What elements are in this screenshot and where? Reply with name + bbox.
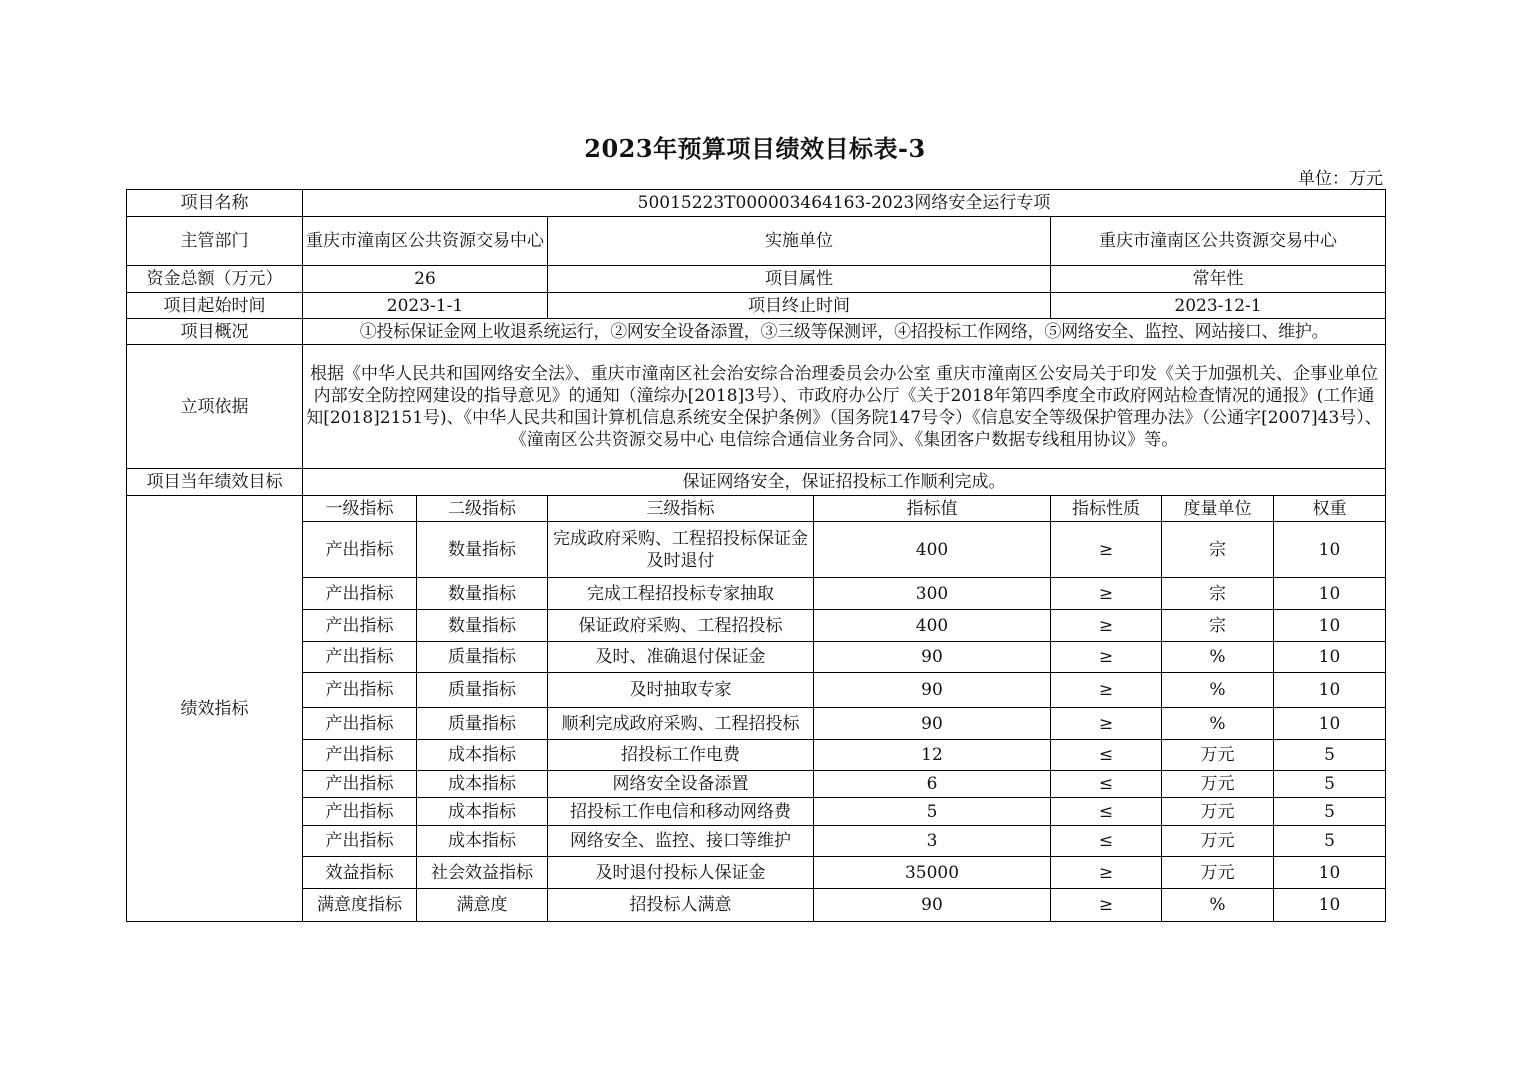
indicator-value: 300 [814,578,1051,610]
indicator-level2: 数量指标 [417,610,548,642]
indicator-row [127,522,1386,578]
label-overview: 项目概况 [127,319,303,345]
indicator-nature: ≤ [1051,798,1162,826]
indicator-level1: 产出指标 [303,642,417,673]
performance-target-table [126,189,1386,922]
indicator-level3: 完成政府采购、工程招投标保证金及时退付 [548,522,814,578]
indicator-nature: ≥ [1051,522,1162,578]
indicator-level2: 成本指标 [417,826,548,857]
value-end-time: 2023-12-1 [1051,293,1386,319]
label-annual-target: 项目当年绩效目标 [127,469,303,496]
label-start-time: 项目起始时间 [127,293,303,319]
indicator-weight: 5 [1274,798,1386,826]
indicator-unit: 万元 [1162,740,1274,771]
header-level1: 一级指标 [303,496,417,522]
label-project-name: 项目名称 [127,190,303,217]
row-overview [127,319,1386,345]
indicator-level3: 网络安全设备添置 [548,771,814,798]
indicator-level1: 产出指标 [303,798,417,826]
value-project-attr: 常年性 [1051,266,1386,293]
indicator-level1: 产出指标 [303,610,417,642]
indicator-level3: 网络安全、监控、接口等维护 [548,826,814,857]
indicator-level1: 产出指标 [303,826,417,857]
row-annual-target [127,469,1386,496]
header-weight: 权重 [1274,496,1386,522]
indicator-weight: 10 [1274,857,1386,889]
indicator-unit: 宗 [1162,610,1274,642]
label-department: 主管部门 [127,217,303,266]
unit-label: 单位：万元 [1298,169,1383,189]
indicator-nature: ≥ [1051,578,1162,610]
row-department [127,217,1386,266]
indicator-nature: ≥ [1051,610,1162,642]
row-funds [127,266,1386,293]
indicator-level3: 完成工程招投标专家抽取 [548,578,814,610]
indicator-value: 90 [814,642,1051,673]
indicator-unit: % [1162,673,1274,708]
indicator-level3: 及时抽取专家 [548,673,814,708]
indicator-unit: 万元 [1162,771,1274,798]
value-annual-target: 保证网络安全，保证招投标工作顺利完成。 [303,469,1386,496]
indicator-unit: 宗 [1162,578,1274,610]
indicator-unit: 万元 [1162,857,1274,889]
header-value: 指标值 [814,496,1051,522]
indicator-level2: 数量指标 [417,578,548,610]
indicator-nature: ≥ [1051,673,1162,708]
value-basis: 根据《中华人民共和国网络安全法》、重庆市潼南区社会治安综合治理委员会办公室 重庆市潼南区公安局关于印发《关于加强机关、企事业单位内部安全防控网建设的指导意见》的通知（潼综办[2018]3号）、市政府办公厅《关于2018年第四季度全市政府网站检查情况的通报》(工作通知[2018]2151号)、《中华人民共和国计算机信息系统安全保护条例》（国务院147号令）《信息安全等级保护管理办法》（公通字[2007]43号）、《潼南区公共资源交易中心 电信综合通信业务合同》、《集团客户数据专线租用协议》等。 [303,345,1386,469]
header-unit: 度量单位 [1162,496,1274,522]
label-project-attr: 项目属性 [548,266,1051,293]
indicator-value: 35000 [814,857,1051,889]
indicator-level1: 产出指标 [303,522,417,578]
indicator-row [127,771,1386,798]
indicator-weight: 5 [1274,771,1386,798]
indicator-row [127,578,1386,610]
indicator-value: 3 [814,826,1051,857]
indicator-weight: 10 [1274,889,1386,922]
indicator-level1: 产出指标 [303,740,417,771]
indicator-unit: % [1162,889,1274,922]
value-start-time: 2023-1-1 [303,293,548,319]
indicator-unit: 万元 [1162,798,1274,826]
indicator-row [127,857,1386,889]
indicator-row [127,642,1386,673]
indicator-level2: 数量指标 [417,522,548,578]
indicator-weight: 10 [1274,642,1386,673]
indicator-level2: 满意度 [417,889,548,922]
indicator-unit: 宗 [1162,522,1274,578]
indicator-row [127,826,1386,857]
indicator-level2: 成本指标 [417,771,548,798]
indicator-level1: 产出指标 [303,708,417,740]
indicator-weight: 5 [1274,740,1386,771]
indicator-level2: 成本指标 [417,798,548,826]
indicator-value: 400 [814,522,1051,578]
indicator-level1: 产出指标 [303,578,417,610]
indicator-weight: 10 [1274,708,1386,740]
indicator-row [127,708,1386,740]
indicator-unit: 万元 [1162,826,1274,857]
indicator-level3: 顺利完成政府采购、工程招投标 [548,708,814,740]
indicator-unit: % [1162,642,1274,673]
indicator-level3: 及时退付投标人保证金 [548,857,814,889]
indicator-row [127,889,1386,922]
indicator-level2: 社会效益指标 [417,857,548,889]
indicator-level3: 招投标工作电费 [548,740,814,771]
indicator-nature: ≥ [1051,642,1162,673]
value-total-funds: 26 [303,266,548,293]
page-title: 2023年预算项目绩效目标表-3 [584,134,926,163]
indicator-value: 400 [814,610,1051,642]
indicator-level3: 招投标人满意 [548,889,814,922]
row-basis [127,345,1386,469]
header-level3: 三级指标 [548,496,814,522]
label-total-funds: 资金总额（万元） [127,266,303,293]
row-project-name [127,190,1386,217]
indicator-nature: ≥ [1051,857,1162,889]
indicator-nature: ≤ [1051,740,1162,771]
value-implementer: 重庆市潼南区公共资源交易中心 [1051,217,1386,266]
indicator-nature: ≤ [1051,771,1162,798]
header-nature: 指标性质 [1051,496,1162,522]
indicator-value: 5 [814,798,1051,826]
indicator-header-row [127,496,1386,522]
indicator-row [127,673,1386,708]
label-implementer: 实施单位 [548,217,1051,266]
indicator-weight: 10 [1274,522,1386,578]
indicator-weight: 10 [1274,673,1386,708]
indicator-nature: ≥ [1051,708,1162,740]
indicator-value: 90 [814,673,1051,708]
indicator-level1: 产出指标 [303,673,417,708]
indicator-level1: 效益指标 [303,857,417,889]
row-time [127,293,1386,319]
header-level2: 二级指标 [417,496,548,522]
indicator-level3: 招投标工作电信和移动网络费 [548,798,814,826]
indicator-level2: 质量指标 [417,642,548,673]
indicator-weight: 10 [1274,578,1386,610]
indicator-level3: 及时、准确退付保证金 [548,642,814,673]
indicator-level2: 质量指标 [417,673,548,708]
value-project-name: 50015223T000003464163-2023网络安全运行专项 [303,190,1386,217]
label-indicators: 绩效指标 [127,496,303,922]
value-department: 重庆市潼南区公共资源交易中心 [303,217,548,266]
value-overview: ①投标保证金网上收退系统运行，②网安全设备添置，③三级等保测评，④招投标工作网络，⑤网络安全、监控、网站接口、维护。 [303,319,1386,345]
label-end-time: 项目终止时间 [548,293,1051,319]
indicator-nature: ≥ [1051,889,1162,922]
label-basis: 立项依据 [127,345,303,469]
indicator-value: 6 [814,771,1051,798]
indicator-row [127,610,1386,642]
indicator-weight: 10 [1274,610,1386,642]
indicator-row [127,798,1386,826]
indicator-unit: % [1162,708,1274,740]
indicator-weight: 5 [1274,826,1386,857]
indicator-value: 90 [814,889,1051,922]
indicator-value: 12 [814,740,1051,771]
indicator-value: 90 [814,708,1051,740]
indicator-row [127,740,1386,771]
indicator-level2: 质量指标 [417,708,548,740]
indicator-level3: 保证政府采购、工程招投标 [548,610,814,642]
indicator-level1: 满意度指标 [303,889,417,922]
indicator-level1: 产出指标 [303,771,417,798]
indicator-nature: ≤ [1051,826,1162,857]
indicator-level2: 成本指标 [417,740,548,771]
